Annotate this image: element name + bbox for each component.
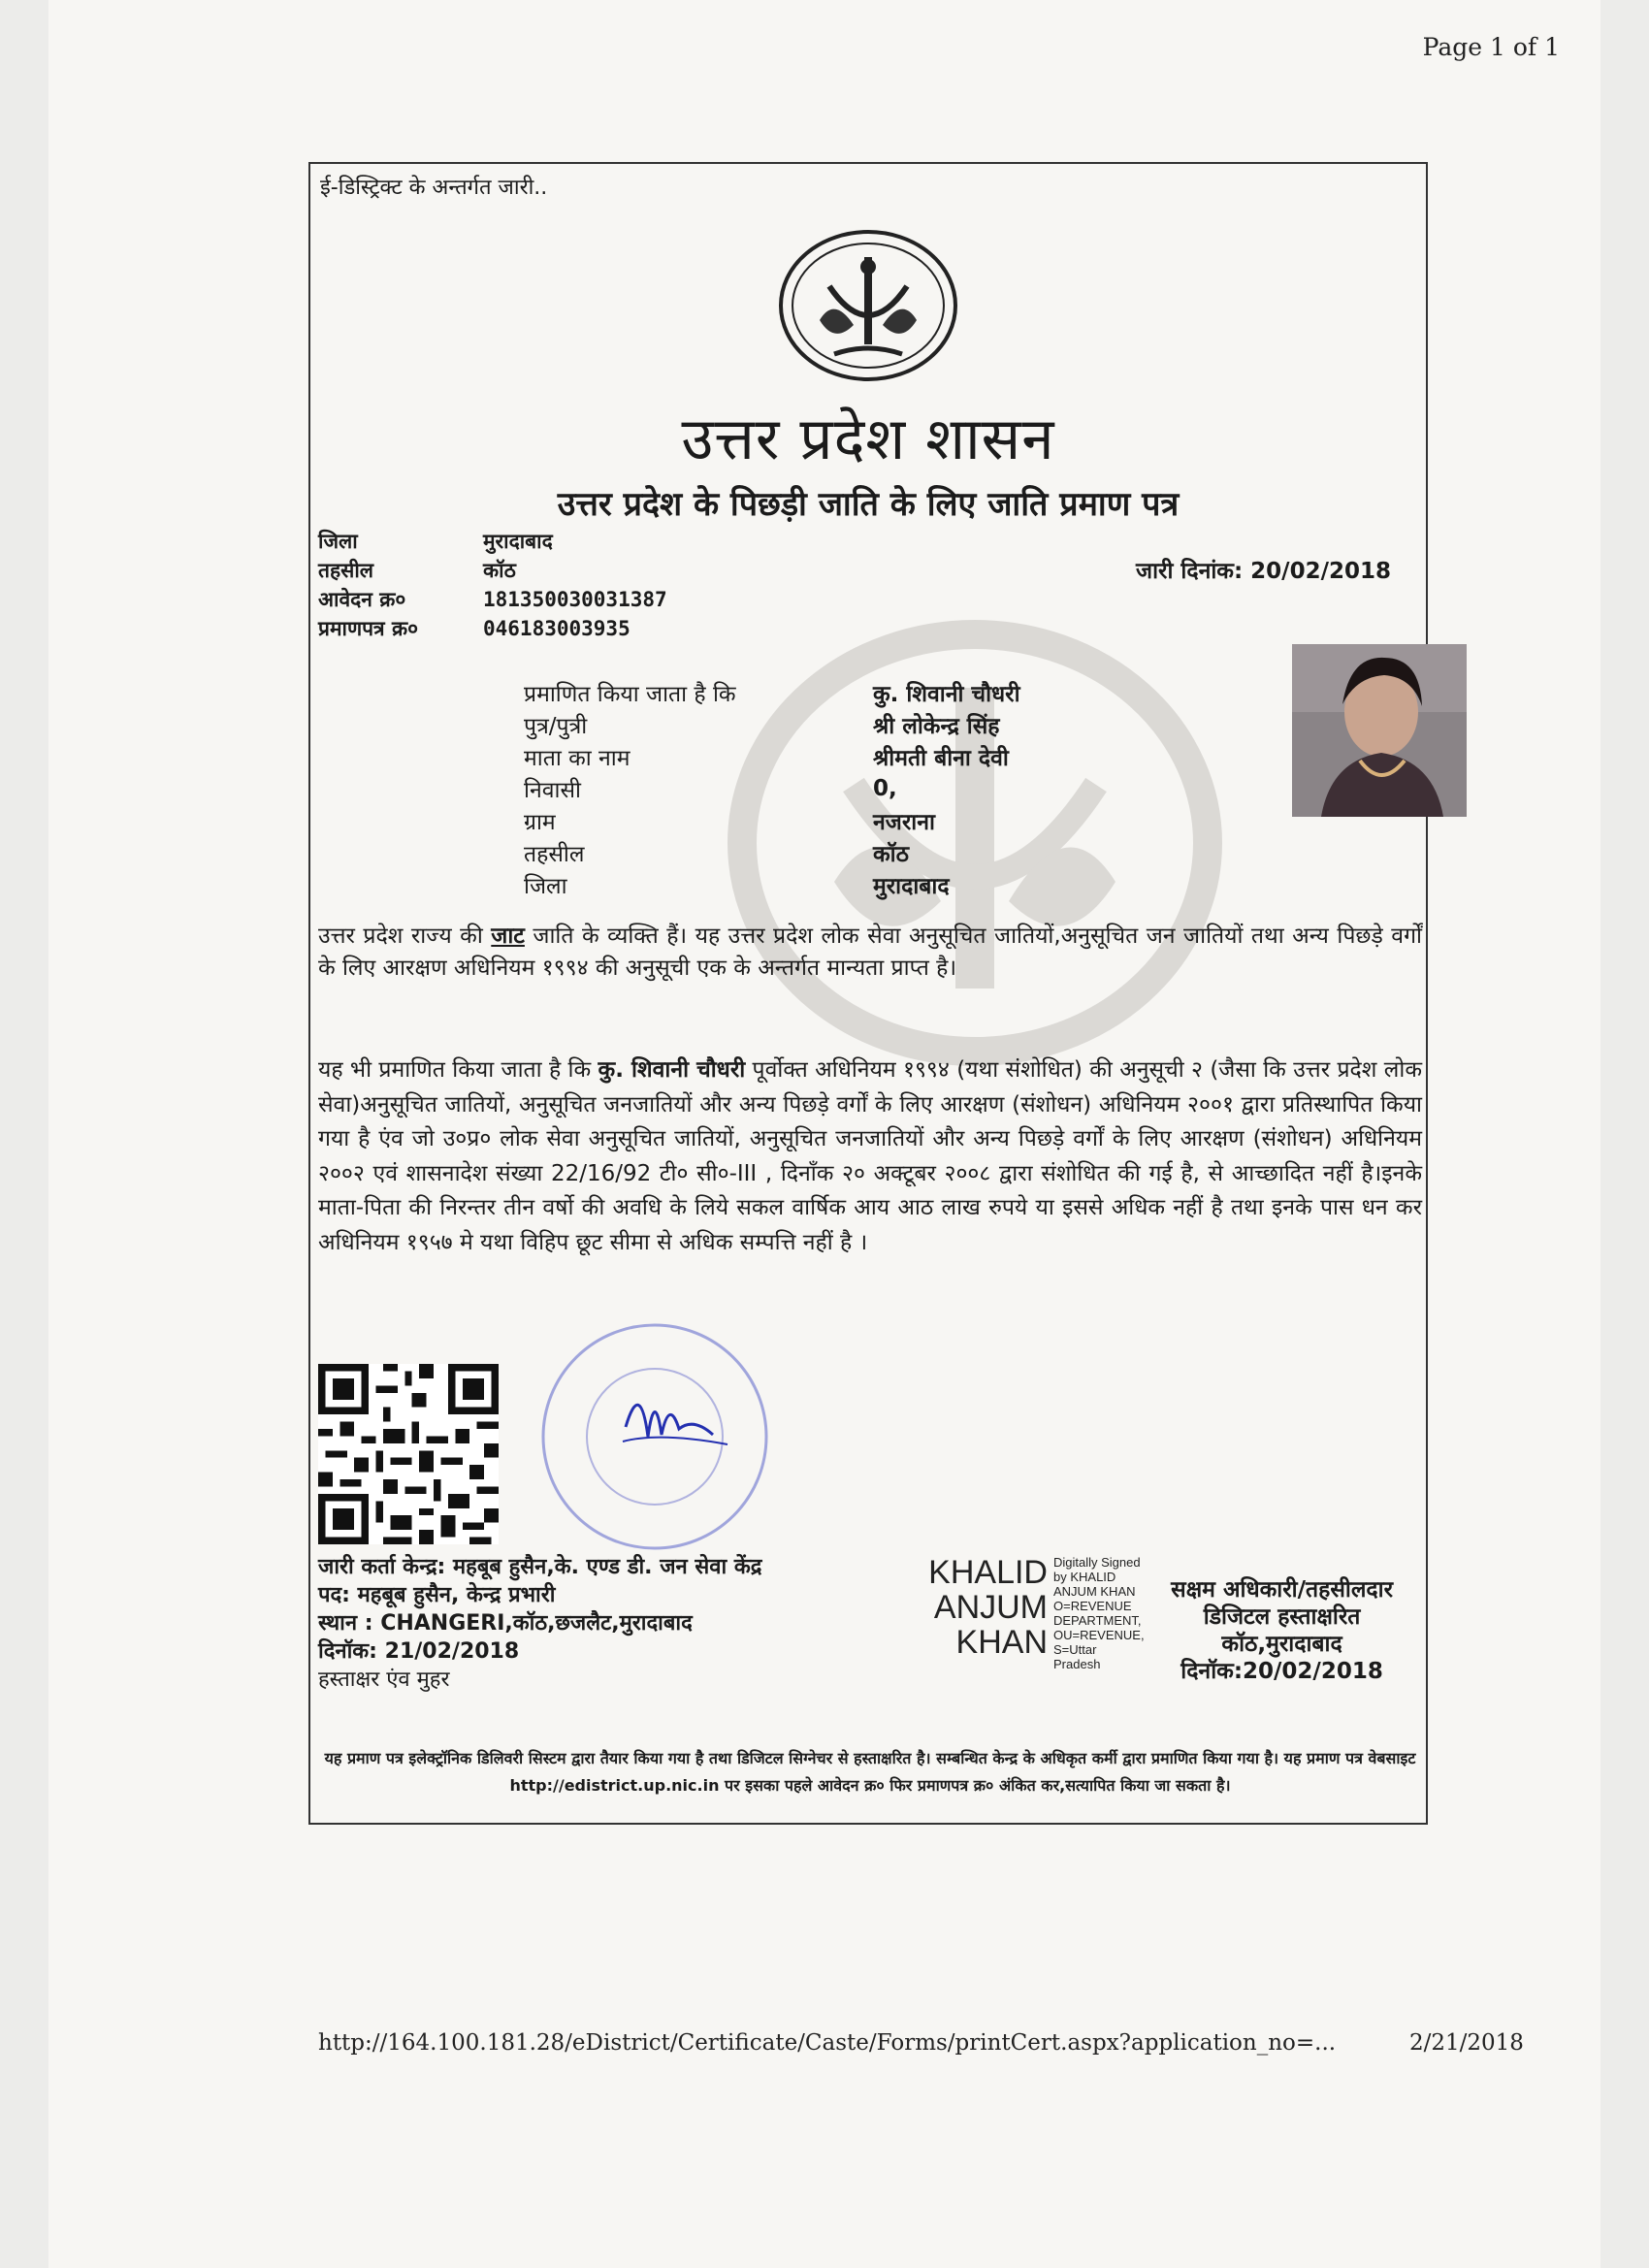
- meta-label: आवेदन क्र०: [318, 588, 406, 611]
- digitally-signed-label: डिजिटल हस्ताक्षरित: [1203, 1604, 1361, 1630]
- up-emblem-icon: [776, 228, 960, 383]
- signature-detail-line: by KHALID: [1053, 1570, 1116, 1584]
- details-block: [524, 676, 1020, 900]
- applicant-photo: [1292, 644, 1467, 817]
- verification-note: यह प्रमाण पत्र इलेक्ट्रॉनिक डिलिवरी सिस्टम द्वारा तैयार किया गया है तथा डिजिटल सिग्नेचर से हस्ताक्षरित है। सम्बन्धित केन्द्र के अधिकृत कर्मी द्वारा प्रमाणित किया गया है। यह प्रमाण पत्र वेबसाइट http://edistrict.up.nic.in पर इसका पहले आवेदन क्र० फिर प्रमाणपत्र क्र० अंकित कर,सत्यापित किया जा सकता है।: [324, 1749, 1416, 1795]
- government-title: उत्तर प्रदेश शासन: [681, 405, 1055, 473]
- issuing-center-info: [318, 1553, 761, 1694]
- signer-name: [922, 1555, 1048, 1660]
- signer-name-line: ANJUM: [933, 1589, 1048, 1626]
- issued-under-label: ई-डिस्ट्रिक्ट के अन्तर्गत जारी..: [320, 176, 548, 200]
- meta-block: [318, 527, 667, 643]
- meta-value: कॉठ: [483, 559, 516, 582]
- para-text: जाति के व्यक्ति हैं। यह उत्तर प्रदेश लोक सेवा अनुसूचित जातियों,अनुसूचित जन जातियों तथा अन्य पिछड़े वर्गों के लिए आरक्षण अधिनियम १९९४ की अनुसूची एक के अन्तर्गत मान्यता प्राप्त है।: [318, 923, 1422, 981]
- detail-row: [524, 740, 1020, 772]
- detail-label: निवासी: [524, 777, 581, 803]
- issuer-location: स्थान : CHANGERI,कॉठ,छजलैट,मुरादाबाद: [318, 1611, 693, 1636]
- digital-signature: [922, 1554, 1162, 1671]
- print-url: http://164.100.181.28/eDistrict/Certificate/Caste/Forms/printCert.aspx?application_no=...: [318, 2030, 1337, 2056]
- caste-name: जाट: [491, 923, 525, 949]
- signature-detail-line: Digitally Signed: [1053, 1555, 1141, 1570]
- officer-location: कॉठ,मुरादाबाद: [1221, 1632, 1342, 1657]
- signer-name-line: KHAN: [955, 1624, 1048, 1661]
- qr-code: [318, 1364, 499, 1544]
- detail-row: [524, 804, 1020, 836]
- certificate-frame: [308, 162, 1428, 1825]
- page-indicator: Page 1 of 1: [1422, 33, 1560, 61]
- para-text: उत्तर प्रदेश राज्य की: [318, 923, 492, 949]
- detail-value: श्री लोकेन्द्र सिंह: [873, 713, 1000, 739]
- detail-value: कॉठ: [873, 841, 909, 867]
- scanned-page: [48, 0, 1600, 2268]
- meta-row-certificate-no: [318, 614, 667, 643]
- officer-date: दिनॉक:20/02/2018: [1180, 1659, 1383, 1684]
- signature-detail-line: ANJUM KHAN: [1053, 1584, 1136, 1599]
- detail-value: कु. शिवानी चौधरी: [873, 681, 1020, 707]
- signature-detail-line: S=Uttar: [1053, 1642, 1097, 1657]
- detail-row: [524, 772, 1020, 804]
- certificate-title: उत्तर प्रदेश के पिछड़ी जाति के लिए जाति प्रमाण पत्र: [557, 485, 1180, 524]
- meta-value: 046183003935: [483, 617, 630, 640]
- detail-label: पुत्र/पुत्री: [524, 713, 588, 739]
- signature-detail-line: Pradesh: [1053, 1657, 1101, 1671]
- signature-details: [1053, 1555, 1145, 1671]
- issuer-date: दिनॉक: 21/02/2018: [318, 1639, 520, 1664]
- print-date: 2/21/2018: [1409, 2030, 1524, 2056]
- meta-label: प्रमाणपत्र क्र०: [318, 617, 419, 640]
- meta-value: 181350030031387: [483, 588, 667, 611]
- officer-title: सक्षम अधिकारी/तहसीलदार: [1171, 1577, 1393, 1603]
- meta-row-application-no: [318, 585, 667, 614]
- issuing-center: जारी कर्ता केन्द्र: महबूब हुसैन,के. एण्ड डी. जन सेवा केंद्र: [318, 1555, 762, 1579]
- caste-paragraph: [318, 921, 1422, 985]
- competent-officer-block: [1171, 1576, 1393, 1685]
- detail-label: माता का नाम: [524, 745, 630, 771]
- meta-row-district: [318, 527, 667, 556]
- detail-value: मुरादाबाद: [873, 873, 950, 899]
- meta-row-tehsil: [318, 556, 667, 585]
- signature-detail-line: DEPARTMENT,: [1053, 1613, 1142, 1628]
- detail-label: तहसील: [524, 841, 585, 867]
- para-text: यह भी प्रमाणित किया जाता है कि: [318, 1057, 598, 1083]
- exclusion-paragraph: [318, 1053, 1422, 1260]
- detail-value: श्रीमती बीना देवी: [873, 745, 1009, 771]
- detail-label: ग्राम: [524, 809, 556, 835]
- detail-row: [524, 836, 1020, 868]
- issuer-designation: पद: महबूब हुसैन, केन्द्र प्रभारी: [318, 1583, 556, 1607]
- meta-label: जिला: [318, 530, 358, 553]
- signature-detail-line: OU=REVENUE,: [1053, 1628, 1145, 1642]
- detail-value: नजराना: [873, 809, 935, 835]
- detail-label: जिला: [524, 873, 567, 899]
- detail-row: [524, 868, 1020, 900]
- meta-label: तहसील: [318, 559, 373, 582]
- detail-row: [524, 676, 1020, 708]
- signature-detail-line: O=REVENUE: [1053, 1599, 1132, 1613]
- official-seal-stamp: [534, 1320, 776, 1553]
- detail-value: 0,: [873, 775, 897, 801]
- meta-value: मुरादाबाद: [483, 530, 553, 553]
- applicant-name: कु. शिवानी चौधरी: [598, 1057, 746, 1083]
- detail-row: [524, 708, 1020, 740]
- issue-date: जारी दिनांक: 20/02/2018: [1136, 559, 1391, 584]
- signer-name-line: KHALID: [928, 1554, 1048, 1591]
- signature-and-seal-label: हस्ताक्षर एंव मुहर: [318, 1668, 450, 1692]
- para-text: पूर्वोक्त अधिनियम १९९४ (यथा संशोधित) की अनुसूची २ (जैसा कि उत्तर प्रदेश लोक सेवा)अनुसूचित जातियों, अनुसूचित जनजातियों और अन्य पिछड़े वर्गों के लिए आरक्षण (संशोधन) अधिनियम २००१ द्वारा प्रतिस्थापित किया गया है एंव जो उ०प्र० लोक सेवा अनुसूचित जातियों, अनुसूचित जनजातियों और अन्य पिछड़े वर्गों के लिए आरक्षण (संशोधन) अधिनियम २००२ एवं शासनादेश संख्या 22/16/92 टी० सी०-III , दिनाँक २० अक्टूबर २००८ द्वारा संशोधित की गई है, से आच्छादित नहीं है।इनके माता-पिता की निरन्तर तीन वर्षो की अवधि के लिये सकल वार्षिक आय आठ लाख रुपये या इससे अधिक नहीं है तथा इनके पास धन कर अधिनियम १९५७ मे यथा विहिप छूट सीमा से अधिक सम्पत्ति नहीं है ।: [318, 1057, 1422, 1255]
- detail-label: प्रमाणित किया जाता है कि: [524, 681, 736, 707]
